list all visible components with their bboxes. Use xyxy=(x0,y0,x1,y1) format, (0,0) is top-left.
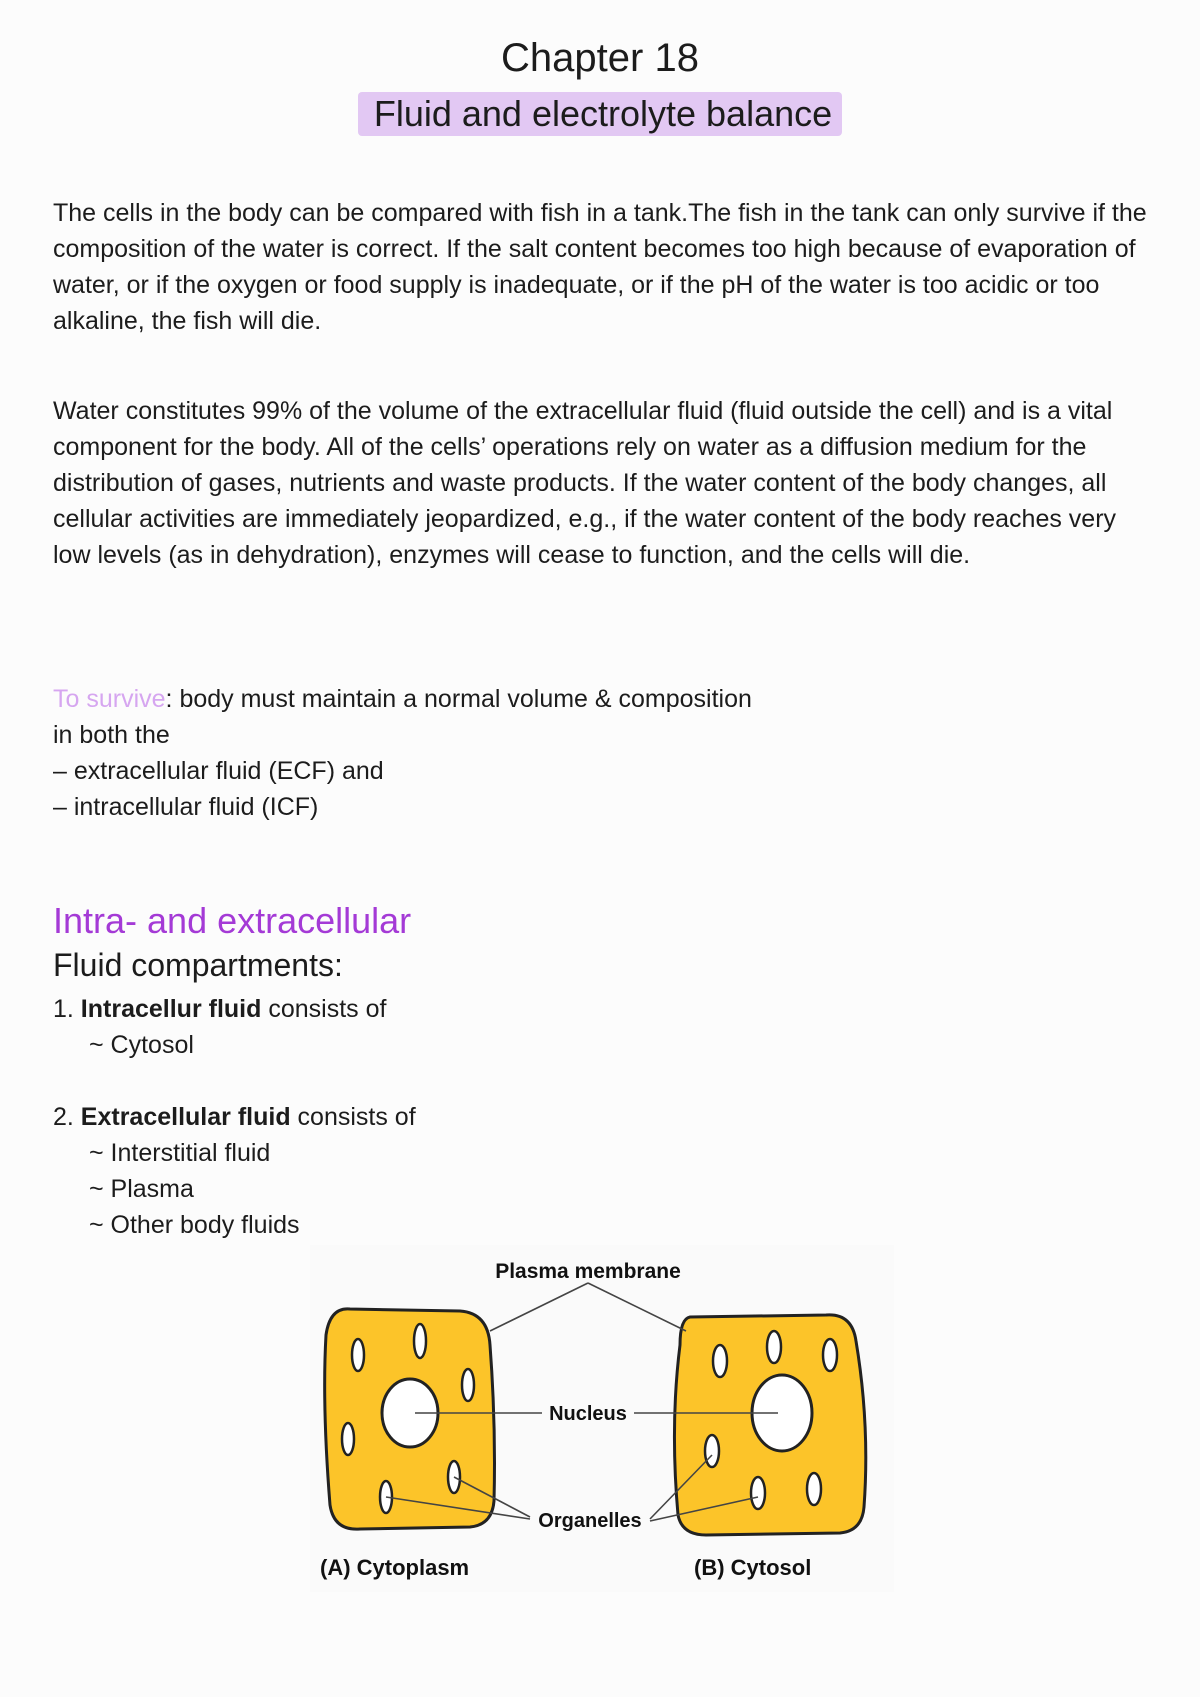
list-item: ~ Interstitial fluid xyxy=(89,1139,271,1167)
cell-a-organelle xyxy=(462,1369,474,1401)
section-heading: Intra- and extracellular xyxy=(53,900,412,941)
label-nucleus: Nucleus xyxy=(549,1403,627,1425)
paragraph-water-content: Water constitutes 99% of the volume of the extracellular fluid (fluid outside the cell) and is a vital component for the body. All of the cells’ operations rely on water as a diffusion medium for the distribution of gases, nutrients and waste products. If the water content of the body changes, all cellular activities are immediately jeopardized, e.g., if the water content of the body reaches very low levels (as in dehydration), enzymes will cease to function, and the cells will die. xyxy=(53,397,1117,569)
cell-a-organelle xyxy=(414,1324,426,1358)
section-subheading: Fluid compartments: xyxy=(53,947,343,983)
cell-b-organelle xyxy=(807,1473,821,1505)
list-item-title xyxy=(53,991,386,1027)
list-bold-term: Extracellular fluid xyxy=(80,1103,291,1131)
survive-line-1 xyxy=(53,681,1153,717)
cell-a-organelle xyxy=(342,1423,354,1455)
list-rest: consists of xyxy=(261,995,387,1023)
list-rest: consists of xyxy=(290,1103,416,1131)
caption-cytosol: (B) Cytosol xyxy=(694,1555,812,1580)
survive-label: To survive xyxy=(53,685,166,713)
survive-line-2: in both the xyxy=(53,721,170,749)
label-organelles: Organelles xyxy=(538,1510,642,1532)
list-item: ~ Cytosol xyxy=(89,1031,194,1059)
list-intracellular xyxy=(53,991,386,1063)
list-number: 1. xyxy=(53,995,81,1023)
list-item: ~ Plasma xyxy=(89,1175,194,1203)
survive-line-4: – intracellular fluid (ICF) xyxy=(53,793,319,821)
list-extracellular xyxy=(53,1099,416,1243)
label-plasma-membrane: Plasma membrane xyxy=(495,1260,681,1283)
list-item: ~ Other body fluids xyxy=(89,1211,300,1239)
cell-diagram xyxy=(310,1245,894,1592)
caption-cytoplasm: (A) Cytoplasm xyxy=(320,1555,470,1580)
cell-a-organelle xyxy=(352,1339,364,1371)
paragraph-fish-analogy: The cells in the body can be compared with fish in a tank.The fish in the tank can only survive if the composition of the water is correct. If the salt content becomes too high because of evaporation of water, or if the oxygen or food supply is inadequate, or if the pH of the water is too acidic or too alkaline, the fish will die. xyxy=(53,199,1147,335)
list-item-title xyxy=(53,1099,416,1135)
survive-block xyxy=(53,681,1153,825)
survive-line-3: – extracellular fluid (ECF) and xyxy=(53,757,384,785)
survive-text: : body must maintain a normal volume & composition xyxy=(165,685,752,713)
cell-b-organelle xyxy=(705,1435,719,1467)
cell-b-organelle xyxy=(713,1345,727,1377)
cell-b-organelle xyxy=(751,1477,765,1509)
list-bold-term: Intracellur fluid xyxy=(80,995,262,1023)
list-number: 2. xyxy=(53,1103,81,1131)
cell-b-organelle xyxy=(767,1331,781,1363)
document-title: Fluid and electrolyte balance xyxy=(358,92,842,136)
title-wrap xyxy=(0,92,1200,136)
cell-b-organelle xyxy=(823,1339,837,1371)
chapter-number: Chapter 18 xyxy=(501,36,699,80)
